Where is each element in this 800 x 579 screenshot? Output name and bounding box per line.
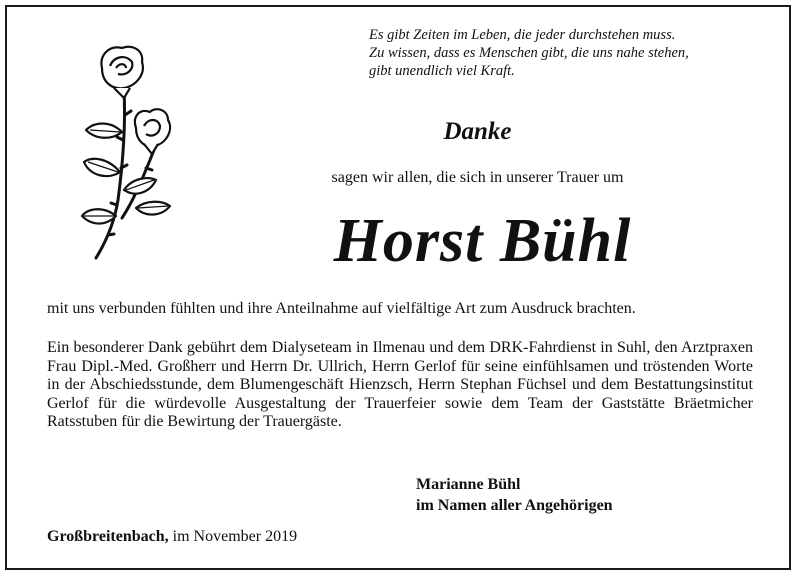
signature-block xyxy=(416,474,613,516)
place-name: Großbreitenbach, xyxy=(47,528,169,545)
signature-name: Marianne Bühl xyxy=(416,476,521,493)
motto-line-2: Zu wissen, dass es Menschen gibt, die uns nahe stehen, xyxy=(369,45,689,61)
motto-line-1: Es gibt Zeiten im Leben, die jeder durchstehen muss. xyxy=(369,27,676,43)
heading-danke: Danke xyxy=(443,118,512,145)
signature-line-2: im Namen aller Angehörigen xyxy=(416,497,613,514)
place-date xyxy=(47,528,297,546)
thanks-paragraph: Ein besonderer Dank gebührt dem Dialyseteam in Ilmenau und dem DRK-Fahrdienst in Suhl, den Arztpraxen Frau Dipl.-Med. Großherr und Herrn Dr. Ullrich, Herrn Gerlof für seine einfühlsamen und tröstenden Worte in der Abschiedsstunde, dem Blumengeschäft Hienzsch, Herrn Stephan Füchsel und dem Bestattungsinstitut Gerlof für die würdevolle Ausgestaltung der Trauerfeier sowie dem Team der Gaststätte Bräetmicher Ratsstuben für die Bewirtung der Trauergäste. xyxy=(47,339,753,431)
intro-text: sagen wir allen, die sich in unserer Trauer um xyxy=(331,169,624,186)
date-text: im November 2019 xyxy=(168,528,298,545)
connection-line: mit uns verbunden fühlten und ihre Anteilnahme auf vielfältige Art zum Ausdruck brachten. xyxy=(47,300,636,317)
deceased-name: Horst Bühl xyxy=(333,207,632,275)
motto-line-3: gibt unendlich viel Kraft. xyxy=(369,63,515,79)
motto-quote xyxy=(369,26,769,80)
